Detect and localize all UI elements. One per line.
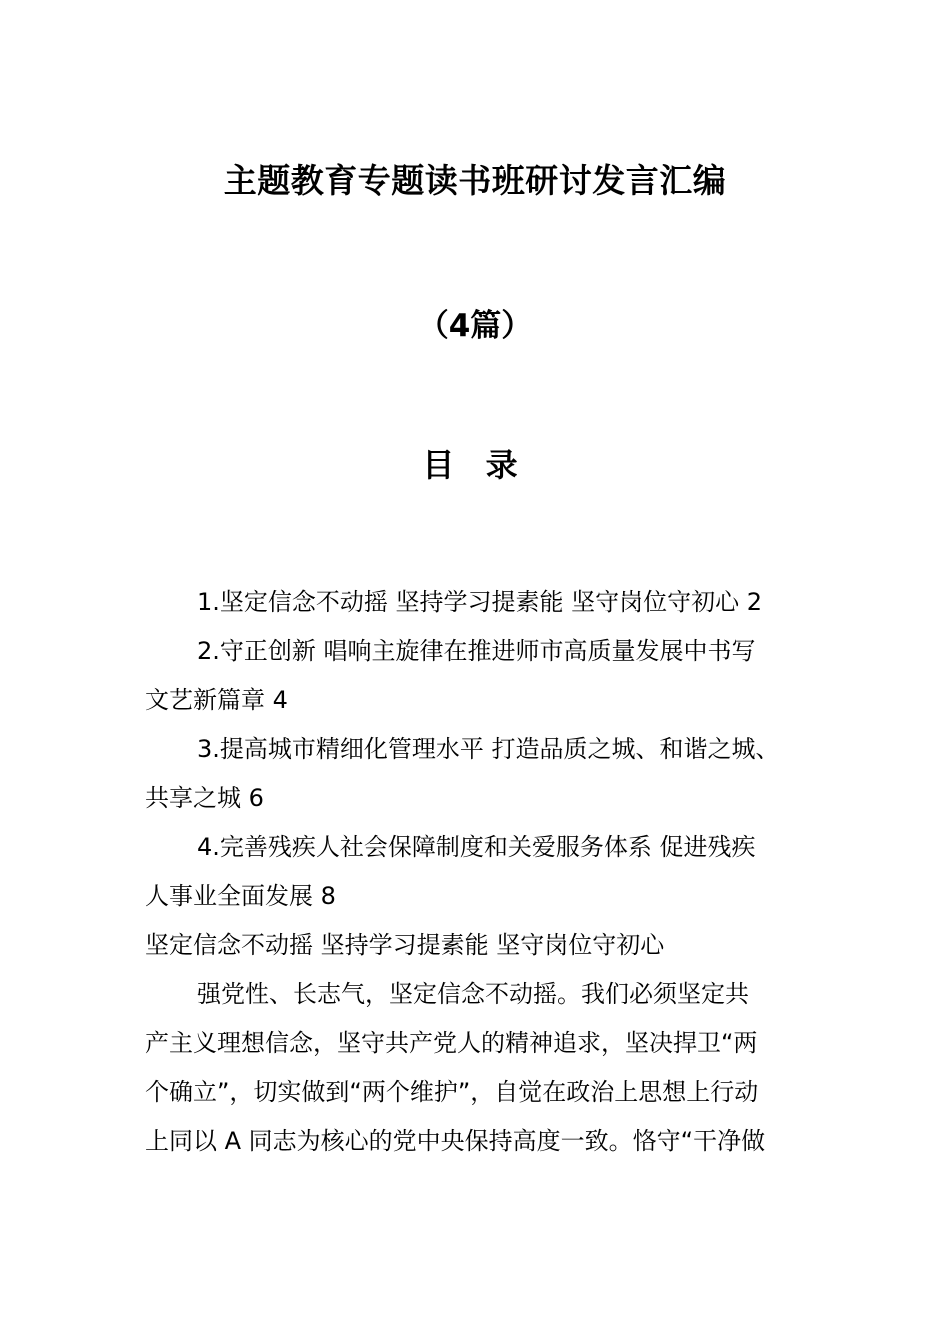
toc-heading: 目 录 [422, 446, 528, 484]
toc-entry-3-continued[interactable]: 共享之城 6 [145, 784, 264, 812]
table-of-contents [145, 578, 815, 1166]
paragraph-line: 强党性、长志气，坚定信念不动摇。我们必须坚定共 [197, 980, 749, 1008]
toc-entry-4-continued[interactable]: 人事业全面发展 8 [145, 882, 336, 910]
document-subtitle: （4篇） [417, 308, 533, 344]
toc-entry-4[interactable]: 4.完善残疾人社会保障制度和关爱服务体系 促进残疾 [197, 833, 756, 861]
toc-entry-2-continued[interactable]: 文艺新篇章 4 [145, 686, 288, 714]
section-heading: 坚定信念不动摇 坚持学习提素能 坚守岗位守初心 [145, 931, 665, 959]
paragraph-line: 产主义理想信念，坚守共产党人的精神追求，坚决捍卫“两 [145, 1029, 758, 1057]
paragraph-line: 个确立”，切实做到“两个维护”，自觉在政治上思想上行动 [145, 1078, 759, 1106]
document-title: 主题教育专题读书班研讨发言汇编 [223, 161, 727, 200]
toc-entry-1[interactable]: 1.坚定信念不动摇 坚持学习提素能 坚守岗位守初心 2 [197, 588, 763, 616]
paragraph-line: 上同以 A 同志为核心的党中央保持高度一致。恪守“干净做 [145, 1127, 766, 1155]
toc-entry-3[interactable]: 3.提高城市精细化管理水平 打造品质之城、和谐之城、 [197, 735, 780, 763]
toc-entry-2[interactable]: 2.守正创新 唱响主旋律在推进师市高质量发展中书写 [197, 637, 756, 665]
